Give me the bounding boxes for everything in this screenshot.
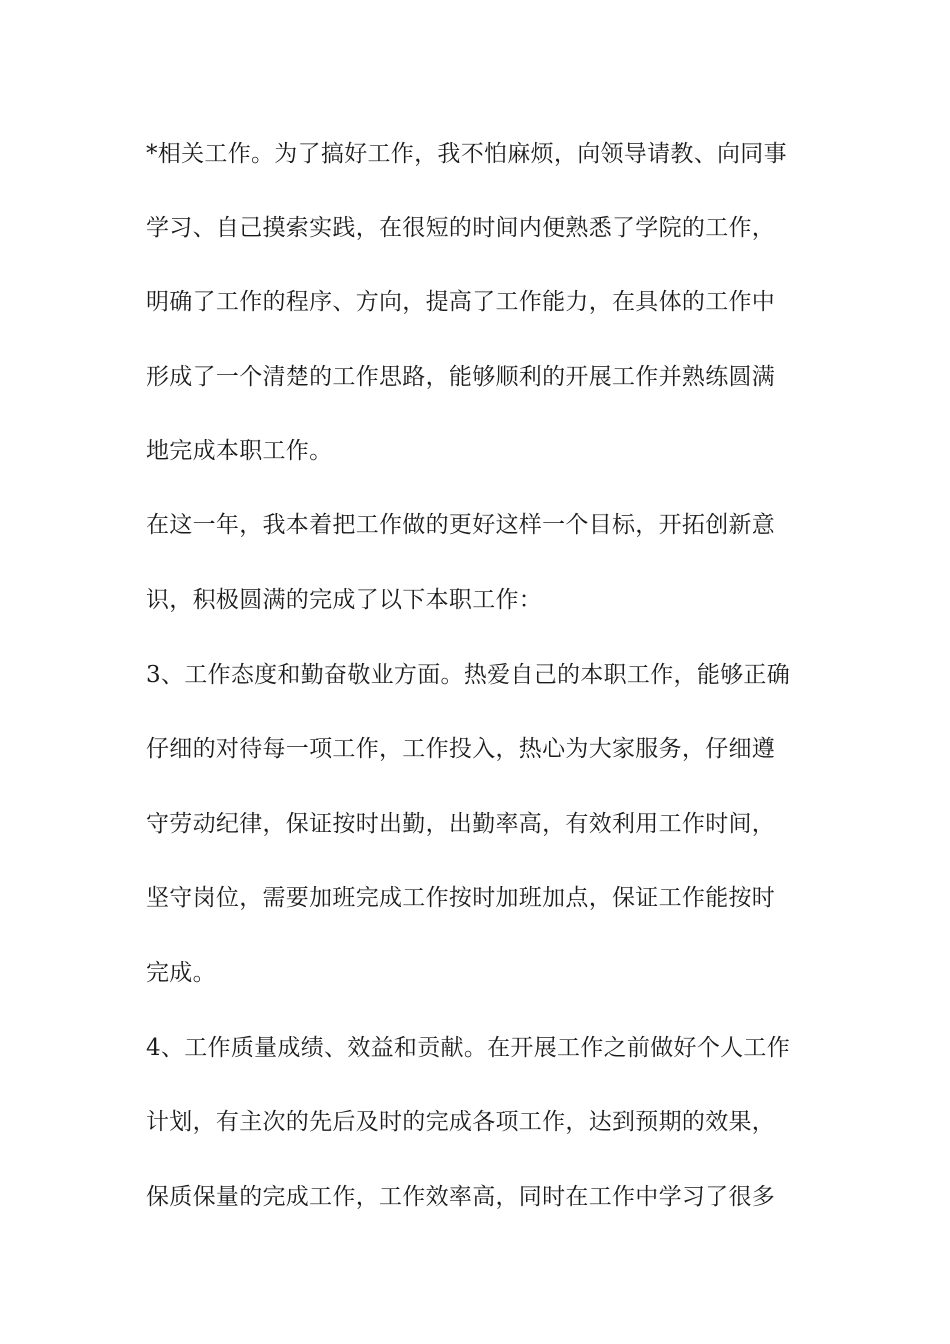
text-line: 保质保量的完成工作，工作效率高，同时在工作中学习了很多 (146, 1184, 776, 1210)
text-line: 3、工作态度和勤奋敬业方面。热爱自己的本职工作，能够正确 (146, 662, 791, 688)
text-line: 学习、自己摸索实践，在很短的时间内便熟悉了学院的工作， (146, 215, 776, 241)
text-line: 地完成本职工作。 (146, 438, 333, 464)
text-line: 形成了一个清楚的工作思路，能够顺利的开展工作并熟练圆满 (146, 364, 776, 390)
text-line: 坚守岗位，需要加班完成工作按时加班加点，保证工作能按时 (146, 885, 776, 911)
text-line: 在这一年，我本着把工作做的更好这样一个目标，开拓创新意 (146, 512, 776, 538)
text-line: 4、工作质量成绩、效益和贡献。在开展工作之前做好个人工作 (146, 1035, 791, 1061)
text-line: *相关工作。为了搞好工作，我不怕麻烦，向领导请教、向同事 (146, 141, 787, 167)
text-line: 识，积极圆满的完成了以下本职工作： (146, 587, 543, 613)
text-line: 明确了工作的程序、方向，提高了工作能力，在具体的工作中 (146, 289, 776, 315)
text-line: 仔细的对待每一项工作，工作投入，热心为大家服务，仔细遵 (146, 736, 776, 762)
text-line: 计划，有主次的先后及时的完成各项工作，达到预期的效果， (146, 1109, 776, 1135)
text-line: 守劳动纪律，保证按时出勤，出勤率高，有效利用工作时间， (146, 811, 776, 837)
text-line: 完成。 (146, 960, 216, 986)
